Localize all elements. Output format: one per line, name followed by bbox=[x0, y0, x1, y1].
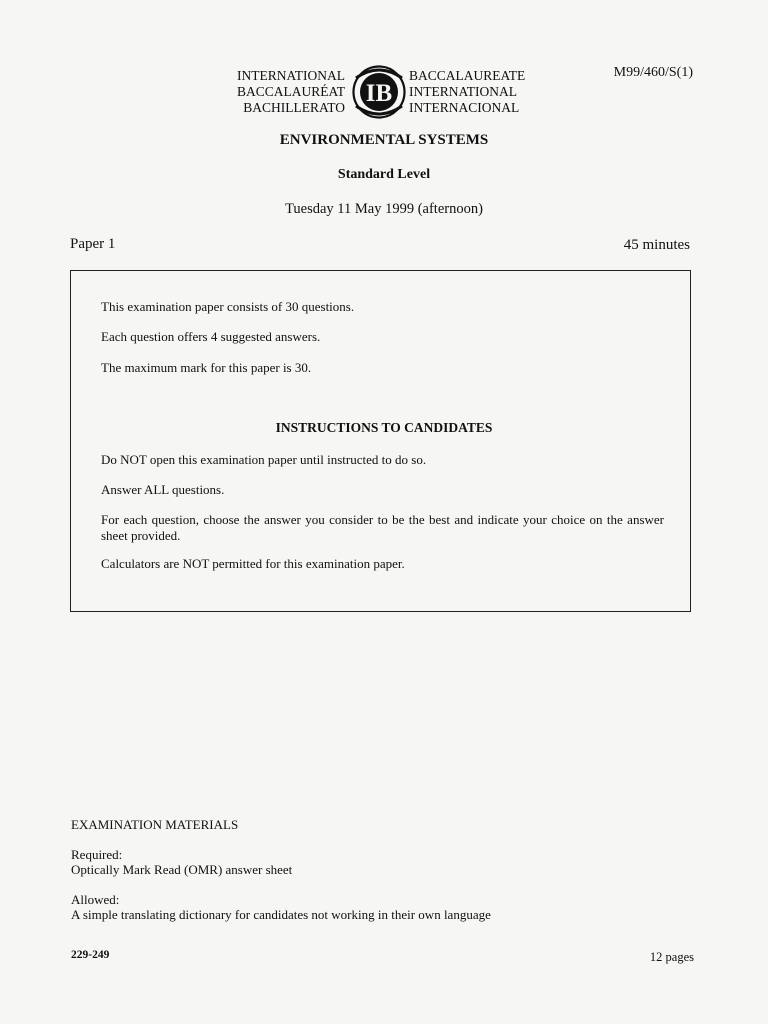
level-title: Standard Level bbox=[337, 167, 431, 182]
instruction-line: Calculators are NOT permitted for this examination paper. bbox=[101, 556, 405, 571]
allowed-item: A simple translating dictionary for candidates not working in their own language bbox=[71, 907, 491, 922]
allowed-label: Allowed: bbox=[71, 892, 120, 907]
required-label: Required: bbox=[71, 847, 123, 862]
paper-label: Paper 1 bbox=[70, 236, 116, 252]
ib-logo bbox=[352, 64, 406, 120]
instruction-line: Answer ALL questions. bbox=[101, 482, 225, 497]
intro-line: The maximum mark for this paper is 30. bbox=[101, 360, 312, 375]
materials-heading: EXAMINATION MATERIALS bbox=[71, 817, 239, 832]
org-name-line: INTERNATIONAL bbox=[409, 84, 517, 99]
org-name-line: INTERNATIONAL bbox=[237, 68, 345, 83]
paper-duration: 45 minutes bbox=[623, 237, 690, 253]
org-name-left bbox=[200, 68, 345, 116]
exam-date: Tuesday 11 May 1999 (afternoon) bbox=[285, 201, 483, 217]
logo-text: IB bbox=[365, 80, 393, 107]
intro-line: Each question offers 4 suggested answers. bbox=[101, 329, 321, 344]
page-count: 12 pages bbox=[649, 950, 694, 964]
paper-code: M99/460/S(1) bbox=[613, 65, 693, 80]
intro-line: This examination paper consists of 30 questions. bbox=[101, 299, 355, 314]
org-name-line: BACCALAUREATE bbox=[409, 68, 526, 83]
org-name-right bbox=[409, 68, 569, 116]
required-item: Optically Mark Read (OMR) answer sheet bbox=[71, 862, 293, 877]
instruction-line: Do NOT open this examination paper until instructed to do so. bbox=[101, 452, 427, 467]
subject-title: ENVIRONMENTAL SYSTEMS bbox=[279, 132, 489, 148]
instruction-line: For each question, choose the answer you consider to be the best and indicate your choice on the answer sheet provided. bbox=[101, 512, 664, 543]
instructions-heading: INSTRUCTIONS TO CANDIDATES bbox=[275, 420, 493, 435]
org-name-line: BACHILLERATO bbox=[243, 100, 345, 115]
paper-reference: 229-249 bbox=[71, 949, 110, 961]
org-name-line: BACCALAURÉAT bbox=[236, 84, 345, 99]
org-name-line: INTERNACIONAL bbox=[409, 100, 520, 115]
